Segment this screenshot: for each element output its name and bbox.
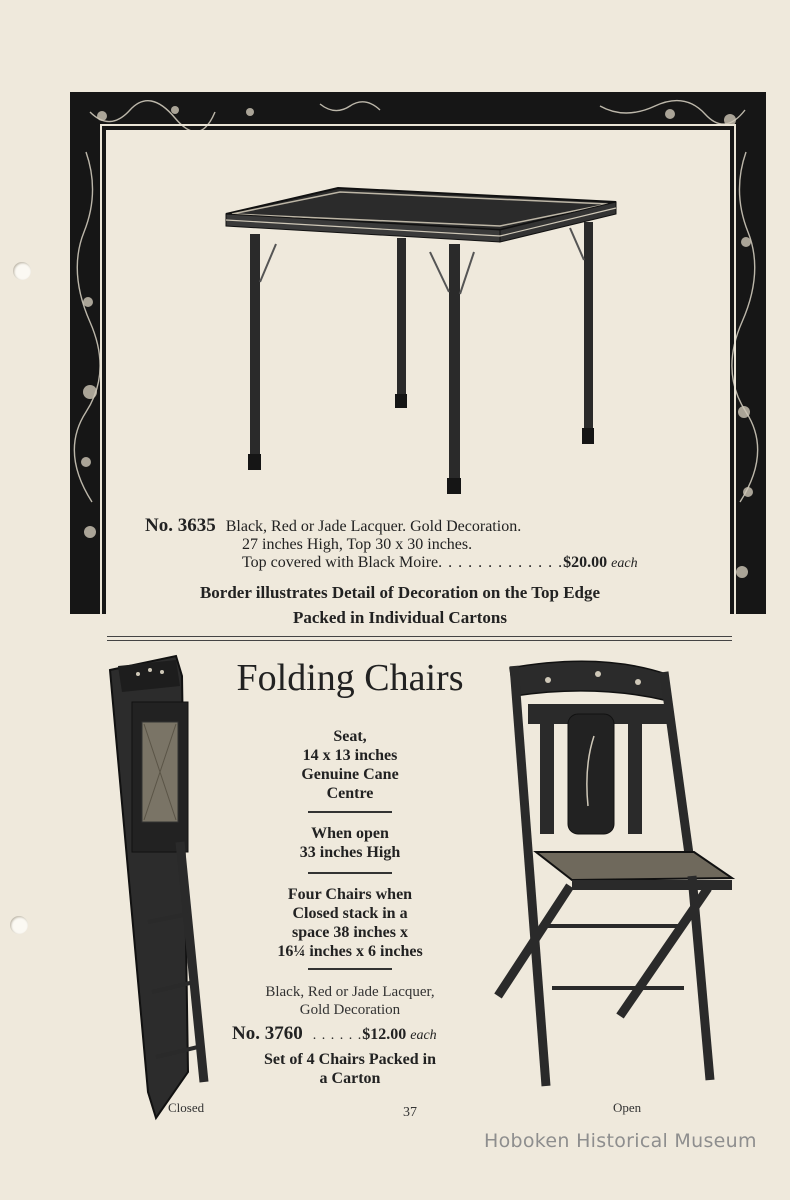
section-divider: [107, 636, 732, 637]
spec-line: Closed stack in a: [292, 905, 408, 922]
spec-line: Genuine Cane: [301, 766, 399, 783]
folding-chairs-title: Folding Chairs: [236, 657, 464, 699]
chair-price-unit: each: [410, 1028, 437, 1043]
binder-hole: [10, 916, 28, 934]
spec-line: When open: [311, 825, 389, 842]
card-table-image: [218, 182, 618, 512]
table-price: $20.00: [563, 554, 608, 571]
spec-rule: [308, 968, 392, 970]
spec-line: Four Chairs when: [287, 886, 413, 903]
spec-line: Seat,: [333, 728, 367, 745]
open-height-spec: [220, 824, 480, 862]
open-label: Open: [613, 1100, 642, 1115]
binder-hole: [13, 262, 31, 280]
spec-line: Gold Decoration: [299, 1002, 401, 1018]
page-number: 37: [403, 1105, 417, 1120]
spec-line: 33 inches High: [299, 844, 401, 861]
table-model-number: No. 3635: [145, 515, 216, 536]
chair-packing-note: [220, 1050, 480, 1088]
stack-spec: [220, 885, 480, 961]
table-dimensions: 27 inches High, Top 30 x 30 inches.: [242, 536, 473, 553]
spec-line: Black, Red or Jade Lacquer,: [265, 984, 435, 1000]
spec-line: 14 x 13 inches: [302, 747, 398, 764]
closed-label: Closed: [168, 1100, 205, 1115]
museum-watermark: Hoboken Historical Museum: [484, 1130, 757, 1152]
spec-line: a Carton: [319, 1070, 381, 1087]
table-finish: Black, Red or Jade Lacquer. Gold Decoration.: [225, 518, 522, 535]
price-leader: . . . . . . . . . . . . .: [438, 554, 564, 571]
open-chair-image: [488, 656, 738, 1096]
section-divider: [107, 640, 732, 641]
table-specification: [145, 517, 690, 573]
spec-line: 16¼ inches x 6 inches: [277, 943, 423, 960]
table-price-unit: each: [611, 556, 638, 571]
closed-chair-image: [104, 652, 216, 1122]
spec-line: space 38 inches x: [292, 924, 408, 941]
seat-spec: [220, 727, 480, 803]
chair-finish: [220, 983, 480, 1019]
chair-price: $12.00: [362, 1026, 407, 1043]
price-leader: . . . . . .: [312, 1028, 363, 1043]
spec-rule: [308, 811, 392, 813]
chair-model-number: No. 3760: [232, 1023, 303, 1044]
table-packing-note: Packed in Individual Cartons: [293, 608, 507, 627]
border-caption: Border illustrates Detail of Decoration on the Top Edge: [199, 583, 601, 602]
spec-rule: [308, 872, 392, 874]
spec-line: Set of 4 Chairs Packed in: [264, 1051, 436, 1068]
table-top-covering: Top covered with Black Moire: [242, 554, 439, 571]
spec-line: Centre: [326, 785, 374, 802]
chair-price-line: [232, 1023, 492, 1045]
